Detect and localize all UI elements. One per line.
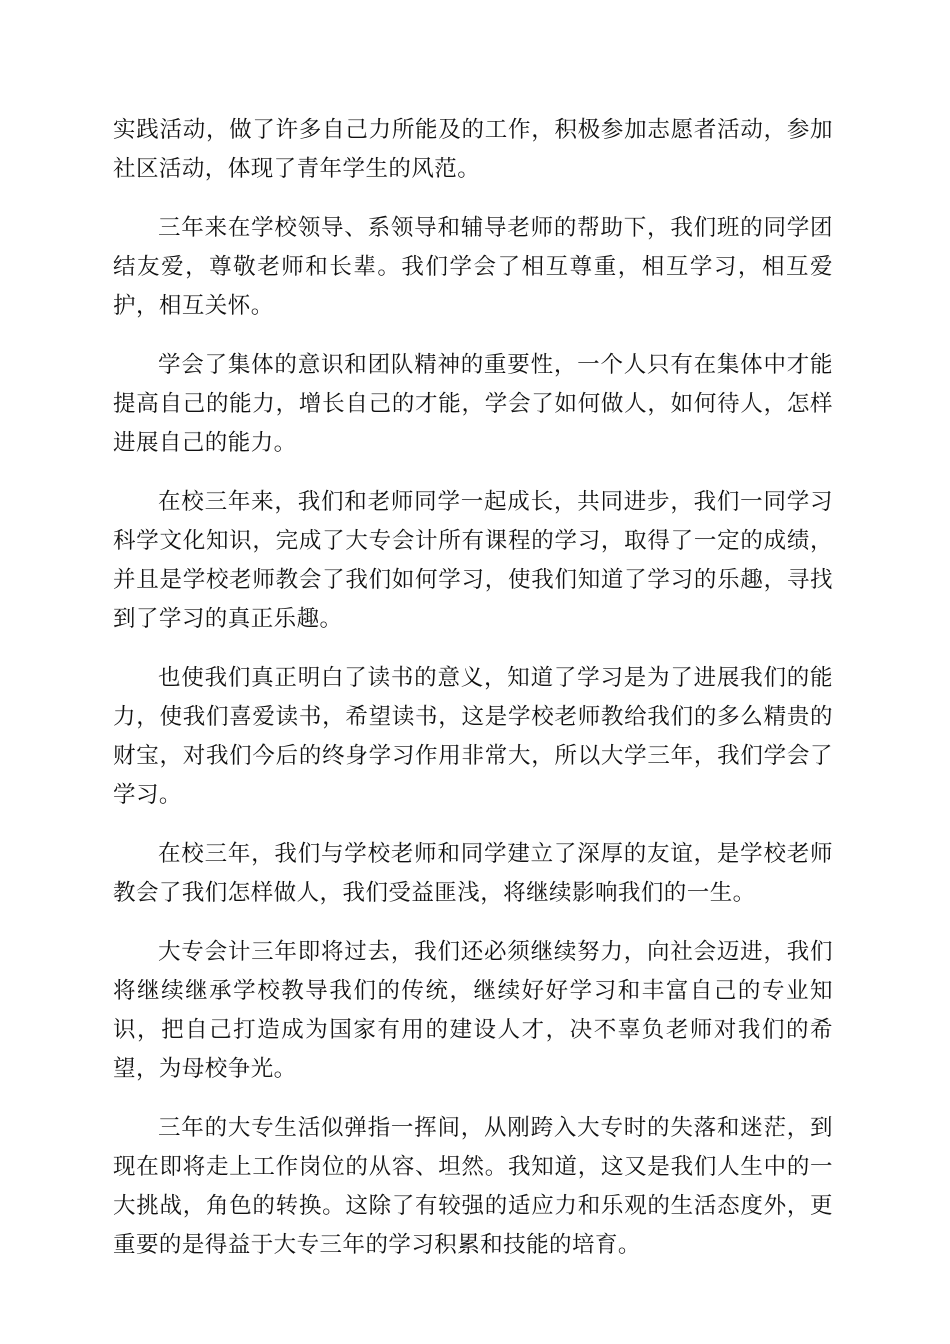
paragraph: 在校三年，我们与学校老师和同学建立了深厚的友谊，是学校老师教会了我们怎样做人，我们受益匪浅，将继续影响我们的一生。 [113, 841, 833, 906]
paragraph: 三年的大专生活似弹指一挥间，从刚跨入大专时的失落和迷茫，到现在即将走上工作岗位的从容、坦然。我知道，这又是我们人生中的一大挑战，角色的转换。这除了有较强的适应力和乐观的生活态度外，更重要的是得益于大专三年的学习积累和技能的培育。 [113, 1115, 833, 1258]
paragraph-continuation: 实践活动，做了许多自己力所能及的工作，积极参加志愿者活动，参加社区活动，体现了青年学生的风范。 [113, 117, 833, 182]
paragraph: 在校三年来，我们和老师同学一起成长，共同进步，我们一同学习科学文化知识，完成了大专会计所有课程的学习，取得了一定的成绩，并且是学校老师教会了我们如何学习，使我们知道了学习的乐趣，寻找到了学习的真正乐趣。 [113, 489, 833, 632]
paragraph: 也使我们真正明白了读书的意义，知道了学习是为了进展我们的能力，使我们喜爱读书，希望读书，这是学校老师教给我们的多么精贵的财宝，对我们今后的终身学习作用非常大，所以大学三年，我们学会了学习。 [113, 665, 833, 808]
document-body [113, 111, 833, 1285]
paragraph: 大专会计三年即将过去，我们还必须继续努力，向社会迈进，我们将继续继承学校教导我们的传统，继续好好学习和丰富自己的专业知识，把自己打造成为国家有用的建设人才，决不辜负老师对我们的希望，为母校争光。 [113, 939, 833, 1082]
paragraph: 学会了集体的意识和团队精神的重要性，一个人只有在集体中才能提高自己的能力，增长自己的才能，学会了如何做人，如何待人，怎样进展自己的能力。 [113, 352, 833, 456]
paragraph: 三年来在学校领导、系领导和辅导老师的帮助下，我们班的同学团结友爱，尊敬老师和长辈。我们学会了相互尊重，相互学习，相互爱护，相互关怀。 [113, 215, 833, 319]
